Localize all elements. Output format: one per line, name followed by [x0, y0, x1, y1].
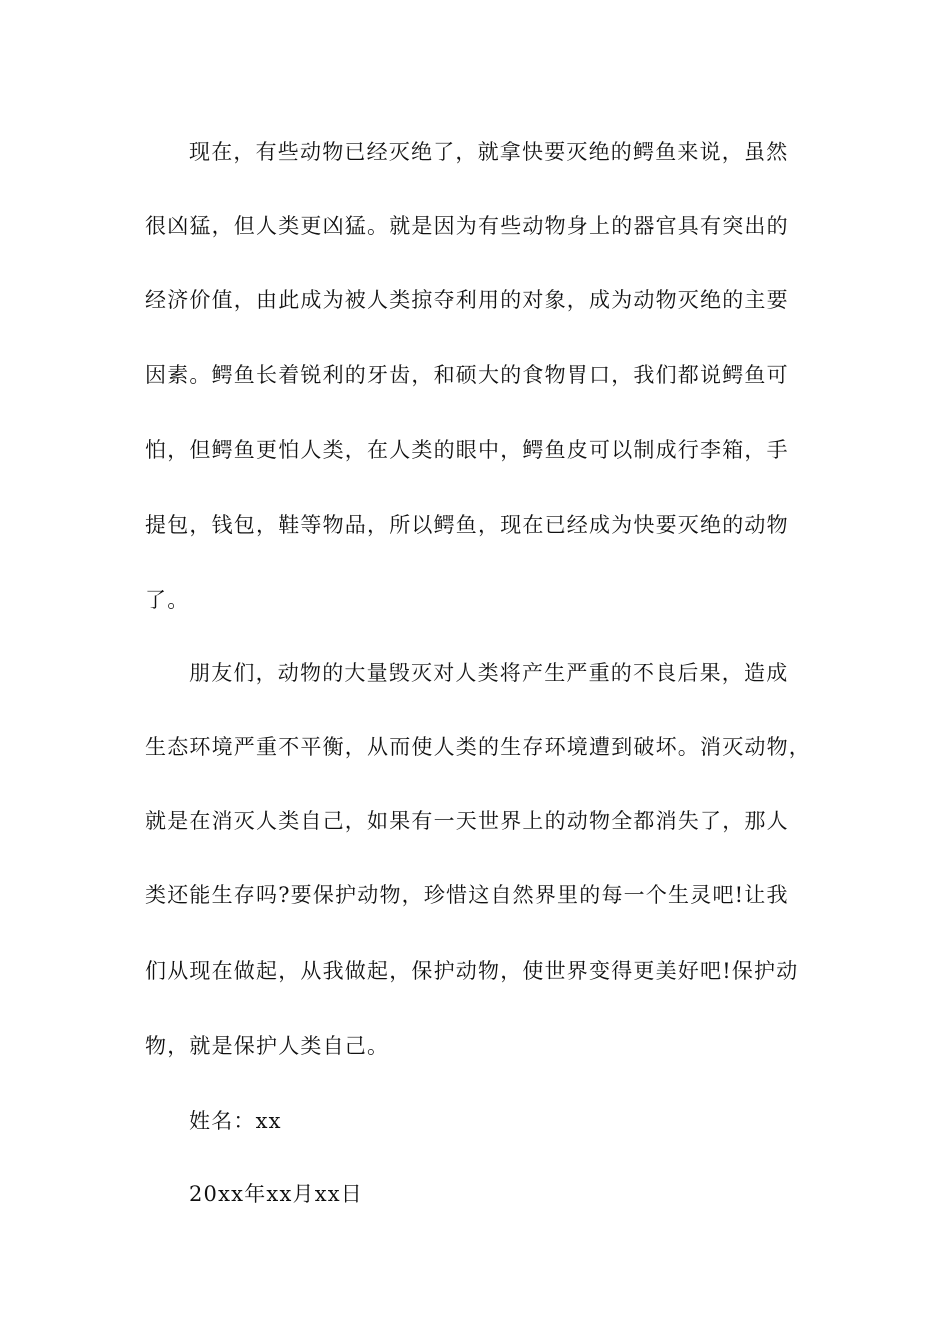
- signature-name: 姓名：xx: [189, 1109, 282, 1133]
- text-line: 经济价值，由此成为被人类掠夺利用的对象，成为动物灭绝的主要: [145, 288, 789, 312]
- text-line: 提包，钱包，鞋等物品，所以鳄鱼，现在已经成为快要灭绝的动物: [145, 513, 789, 537]
- text-line: 生态环境严重不平衡，从而使人类的生存环境遭到破坏。消灭动物，: [145, 735, 811, 759]
- text-line: 很凶猛，但人类更凶猛。就是因为有些动物身上的器官具有突出的: [145, 214, 789, 238]
- text-line: 怕，但鳄鱼更怕人类，在人类的眼中，鳄鱼皮可以制成行李箱，手: [145, 438, 789, 462]
- text-line: 就是在消灭人类自己，如果有一天世界上的动物全都消失了，那人: [145, 809, 789, 833]
- text-line: 现在，有些动物已经灭绝了，就拿快要灭绝的鳄鱼来说，虽然: [189, 140, 789, 164]
- text-line: 物，就是保护人类自己。: [145, 1034, 390, 1058]
- text-line: 类还能生存吗?要保护动物，珍惜这自然界里的每一个生灵吧!让我: [145, 883, 789, 907]
- signature-date: 20xx年xx月xx日: [189, 1182, 363, 1206]
- text-line: 们从现在做起，从我做起，保护动物，使世界变得更美好吧!保护动: [145, 959, 799, 983]
- text-line: 朋友们，动物的大量毁灭对人类将产生严重的不良后果，造成: [189, 661, 789, 685]
- text-line: 因素。鳄鱼长着锐利的牙齿，和硕大的食物胃口，我们都说鳄鱼可: [145, 363, 789, 387]
- text-line: 了。: [145, 588, 190, 612]
